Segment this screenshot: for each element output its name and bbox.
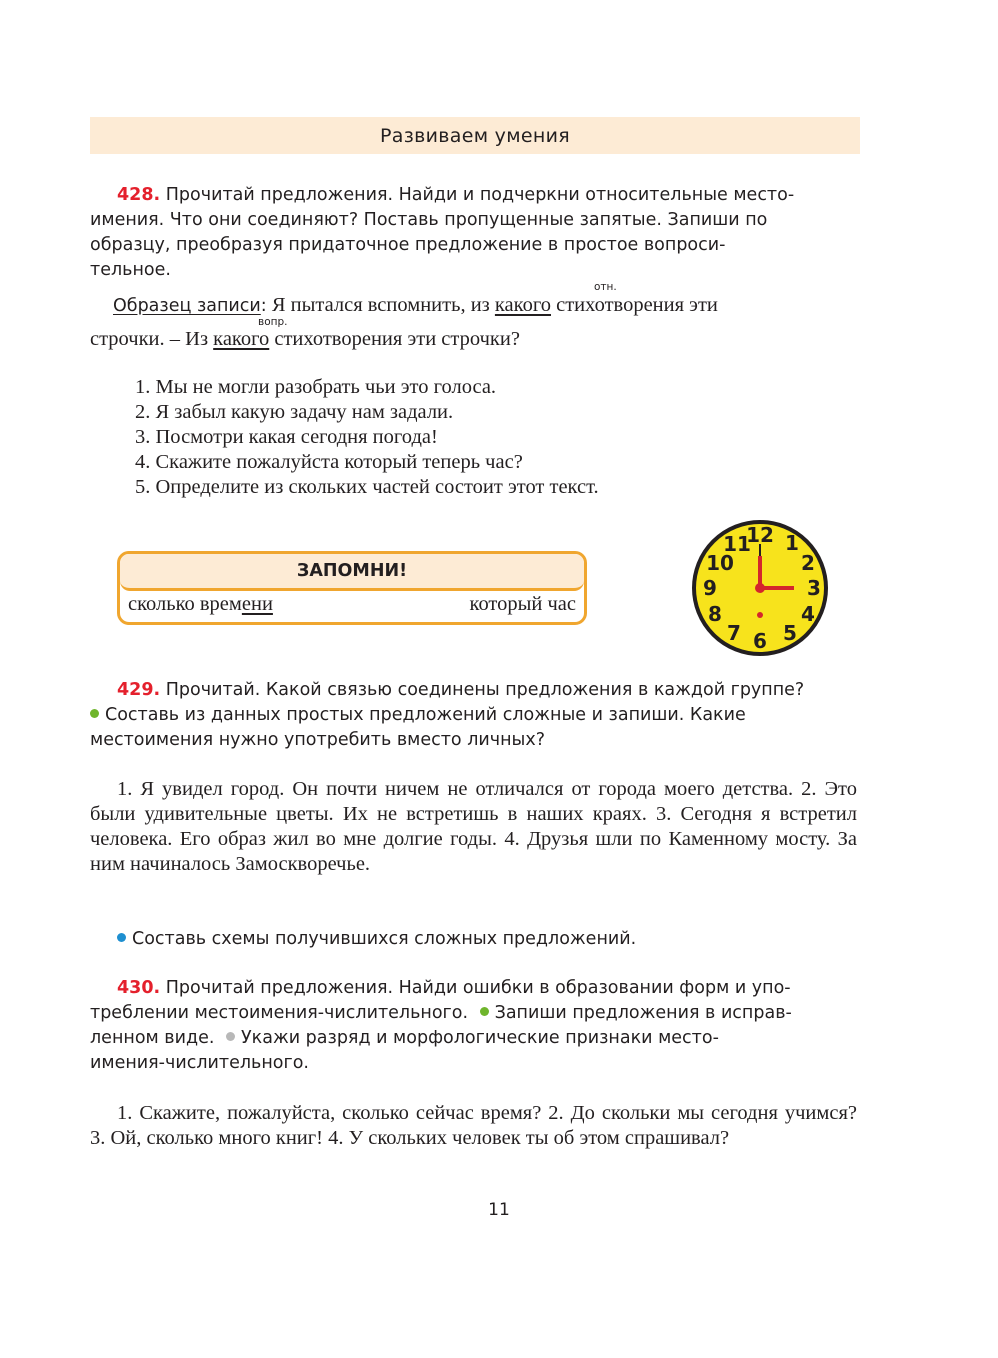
- task-number: 428.: [117, 185, 161, 205]
- section-banner: [90, 117, 860, 154]
- remember-box: [117, 551, 587, 625]
- svg-text:4: 4: [801, 602, 815, 626]
- task-429-instruction: 429. Прочитай. Какой связью соединены предложения в каждой группе? Составь из данных простых предложений сложные и запиши. Какие местоимения нужно употребить вместо личных?: [90, 680, 805, 750]
- section-title: Развиваем умения: [380, 124, 570, 147]
- svg-text:9: 9: [703, 576, 717, 600]
- blue-bullet-icon: [117, 933, 126, 942]
- svg-text:2: 2: [801, 551, 815, 575]
- remember-title: ЗАПОМНИ!: [120, 554, 584, 591]
- remember-left: сколько времени: [128, 593, 273, 615]
- remember-right: который час: [469, 593, 576, 615]
- green-bullet-icon: [480, 1007, 489, 1016]
- relative-note: отн.: [594, 281, 617, 293]
- interrogative-note: вопр.: [258, 316, 288, 328]
- list-item: 1. Мы не могли разобрать чьи это голоса.: [135, 376, 497, 398]
- svg-text:8: 8: [708, 602, 722, 626]
- clock-image: [690, 518, 830, 658]
- list-item: 5. Определите из скольких частей состоит этот текст.: [135, 476, 599, 498]
- svg-text:3: 3: [807, 576, 821, 600]
- task-430-instruction: 430. Прочитай предложения. Найди ошибки в образовании форм и упо- треблении местоимения-числительного. Запиши предложения в исправ- ленном виде. Укажи разряд и морфологические признаки место- имения-числительного.: [90, 978, 792, 1073]
- gray-bullet-icon: [226, 1032, 235, 1041]
- list-item: 3. Посмотри какая сегодня погода!: [135, 426, 438, 448]
- task-429-extra: Составь схемы получившихся сложных предложений.: [117, 927, 857, 952]
- task-429-text: 1. Я увидел город. Он почти ничем не отличался от города моего детства. 2. Это были удивительные цветы. Их не встретишь в наших краях. 3. Сегодня я встретил человека. Его образ жил во мне долгие годы. 4. Друзья шли по Каменному мосту. За ним начиналось Замоскворечье.: [90, 778, 857, 875]
- svg-text:7: 7: [727, 621, 741, 645]
- list-item: 4. Скажите пожалуйста который теперь час?: [135, 451, 523, 473]
- sample-label: Образец записи: [113, 296, 261, 316]
- list-item: 2. Я забыл какую задачу нам задали.: [135, 401, 454, 423]
- task-number: 430.: [117, 978, 161, 998]
- svg-text:11: 11: [723, 532, 751, 556]
- task-430-text: 1. Скажите, пожалуйста, сколько сейчас время? 2. До скольки мы сегодня учимся? 3. Ой, сколько много книг! 4. У скольких человек ты об этом спрашивал?: [90, 1102, 857, 1149]
- page-number: 11: [488, 1200, 510, 1220]
- task-428-instruction: 428. Прочитай предложения. Найди и подчеркни относительные место- имения. Что они соединяют? Поставь пропущенные запятые. Запиши по образцу, преобразуя придаточное предложение в простое вопроси- тельное.: [90, 185, 795, 280]
- relative-pronoun: какого: [494, 294, 551, 316]
- svg-text:6: 6: [753, 629, 767, 653]
- svg-text:10: 10: [706, 551, 734, 575]
- svg-text:12: 12: [746, 523, 774, 547]
- svg-text:1: 1: [785, 531, 799, 555]
- clock-icon: [690, 518, 830, 658]
- task-number: 429.: [117, 680, 161, 700]
- interrogative-pronoun: какого: [213, 328, 270, 350]
- green-bullet-icon: [90, 709, 99, 718]
- svg-text:5: 5: [783, 621, 797, 645]
